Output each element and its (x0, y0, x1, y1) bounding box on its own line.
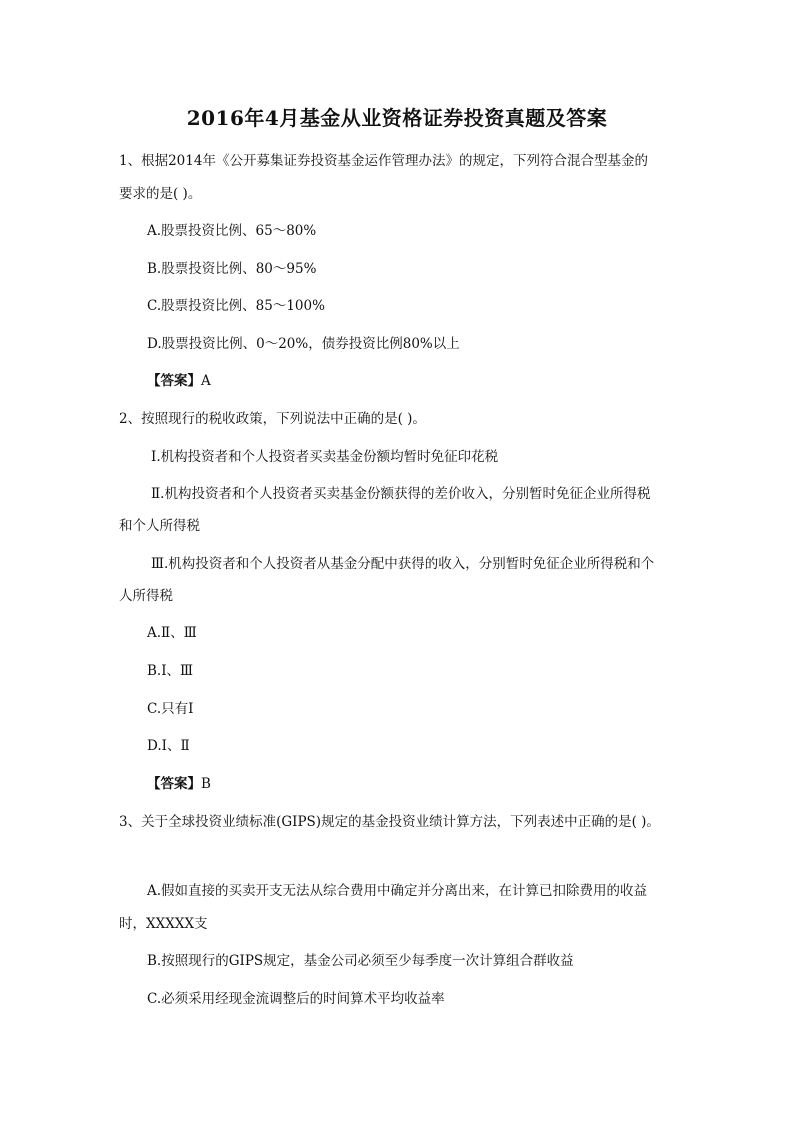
q2-stem: 2、按照现行的税收政策，下列说法中正确的是( )。 (119, 411, 426, 427)
document-title: 2016年4月基金从业资格证券投资真题及答案 (186, 106, 608, 130)
q2-option-d: D.Ⅰ、Ⅱ (147, 738, 190, 754)
q1-answer (147, 372, 211, 390)
q2-answer-value: B (201, 776, 211, 792)
q2-item3-line2: 人所得税 (119, 588, 173, 604)
q2-option-b: B.Ⅰ、Ⅲ (147, 663, 194, 679)
q3-option-a-line2: 时，XXXXX支 (119, 916, 208, 932)
q1-stem-line2: 要求的是( )。 (119, 186, 202, 202)
q1-answer-label: 【答案】 (147, 373, 201, 389)
q2-item1: Ⅰ.机构投资者和个人投资者买卖基金份额均暂时免征印花税 (151, 449, 499, 465)
q3-option-a-line1: A.假如直接的买卖开支无法从综合费用中确定并分离出来，在计算已扣除费用的收益 (147, 883, 648, 899)
q2-option-c: C.只有Ⅰ (147, 701, 194, 717)
q1-option-c: C.股票投资比例、85～100% (147, 298, 325, 314)
q1-option-d: D.股票投资比例、0～20%，债券投资比例80%以上 (147, 336, 460, 352)
q3-option-c: C.必须采用经现金流调整后的时间算术平均收益率 (147, 991, 445, 1007)
q2-item2-line1: Ⅱ.机构投资者和个人投资者买卖基金份额获得的差价收入，分别暂时免征企业所得税 (151, 486, 651, 502)
q1-option-b: B.股票投资比例、80～95% (147, 261, 317, 277)
q2-option-a: A.Ⅱ、Ⅲ (147, 625, 197, 641)
q1-option-a: A.股票投资比例、65～80% (147, 223, 317, 239)
q1-answer-value: A (201, 373, 211, 389)
q2-answer (147, 775, 211, 793)
q3-option-b: B.按照现行的GIPS规定，基金公司必须至少每季度一次计算组合群收益 (147, 953, 574, 969)
q2-answer-label: 【答案】 (147, 776, 201, 792)
q2-item3-line1: Ⅲ.机构投资者和个人投资者从基金分配中获得的收入，分别暂时免征企业所得税和个 (151, 556, 655, 572)
q1-stem-line1: 1、根据2014年《公开募集证券投资基金运作管理办法》的规定，下列符合混合型基金的 (119, 153, 648, 169)
q2-item2-line2: 和个人所得税 (119, 518, 200, 534)
q3-stem: 3、关于全球投资业绩标准(GIPS)规定的基金投资业绩计算方法，下列表述中正确的是( )。 (119, 814, 660, 830)
